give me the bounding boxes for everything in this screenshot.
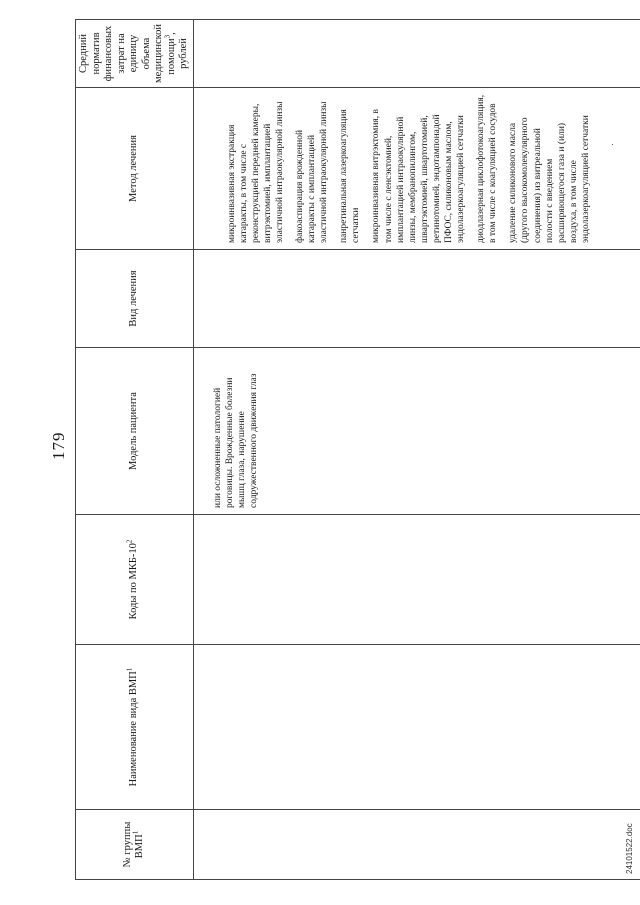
- cell-treatment-method: [193, 88, 640, 250]
- treatment-method-item: диодлазерная циклофотокоагуляция, в том числе с коагуляцией сосудов: [476, 94, 499, 243]
- cell-group-no: [193, 810, 640, 880]
- cell-treatment-type: [193, 250, 640, 348]
- page-number: 179: [49, 431, 68, 460]
- header-group-no: № группы ВМП$^1$: [76, 810, 194, 880]
- cell-cost-norm: [193, 20, 640, 88]
- treatment-method-item: удаление силиконового масла (другого высокомолекулярного соединения) из витреальной полости с введением расширяющегося газа и (или) воздуха, в том числе эндолазеркоагуляцией сетчатки: [508, 115, 591, 243]
- treatment-method-item: факоаспирация врожденной катаракты с имплантацией эластичной интраокулярной линзы: [294, 101, 330, 243]
- treatment-method-item: микроинвазивная экстракция катаракты, в том числе с реконструкцией передней камеры, витрэктомией, имплантацией эластичной интраокулярной линзы: [226, 101, 285, 243]
- table-header-row: [76, 20, 194, 880]
- cell-vmp-name: [193, 645, 640, 810]
- file-name-footer: 24101522.doc: [625, 823, 634, 874]
- vmp-table: [75, 19, 640, 880]
- treatment-method-item: панретинальная лазеркоагуляция сетчатки: [339, 109, 362, 243]
- patient-model-text: или осложненные патологией роговицы. Врожденные болезни мышц глаза, нарушение содружественного движения глаз: [212, 373, 259, 508]
- header-icd-codes: Коды по МКБ-$10^2$: [76, 515, 194, 645]
- header-cost-norm: Средний норматив финансовых затрат на единицу объема медицинской помощи$^3$, рублей: [76, 20, 194, 88]
- header-vmp-name: Наименование вида ВМП$^1$: [76, 645, 194, 810]
- cell-icd-codes: [193, 515, 640, 645]
- document-page: [51, 20, 636, 880]
- header-patient-model: Модель пациента: [76, 348, 194, 515]
- cell-patient-model: [193, 348, 640, 515]
- dot-mark: [612, 144, 613, 145]
- treatment-method-item: микроинвазивная витрэктомия, в том числе с ленсэктомией, имплантацией интраокулярной линзы, мембранопилингом, швартэктомией, швартотомией, ретинотомией, эндотампонадой ПФОС, силиконовым маслом, эндолазеркоагуляцией сетчатки: [371, 108, 467, 243]
- header-treatment-type: Вид лечения: [76, 250, 194, 348]
- table-row: [193, 20, 640, 880]
- rotated-content: [51, 20, 636, 880]
- header-treatment-method: Метод лечения: [76, 88, 194, 250]
